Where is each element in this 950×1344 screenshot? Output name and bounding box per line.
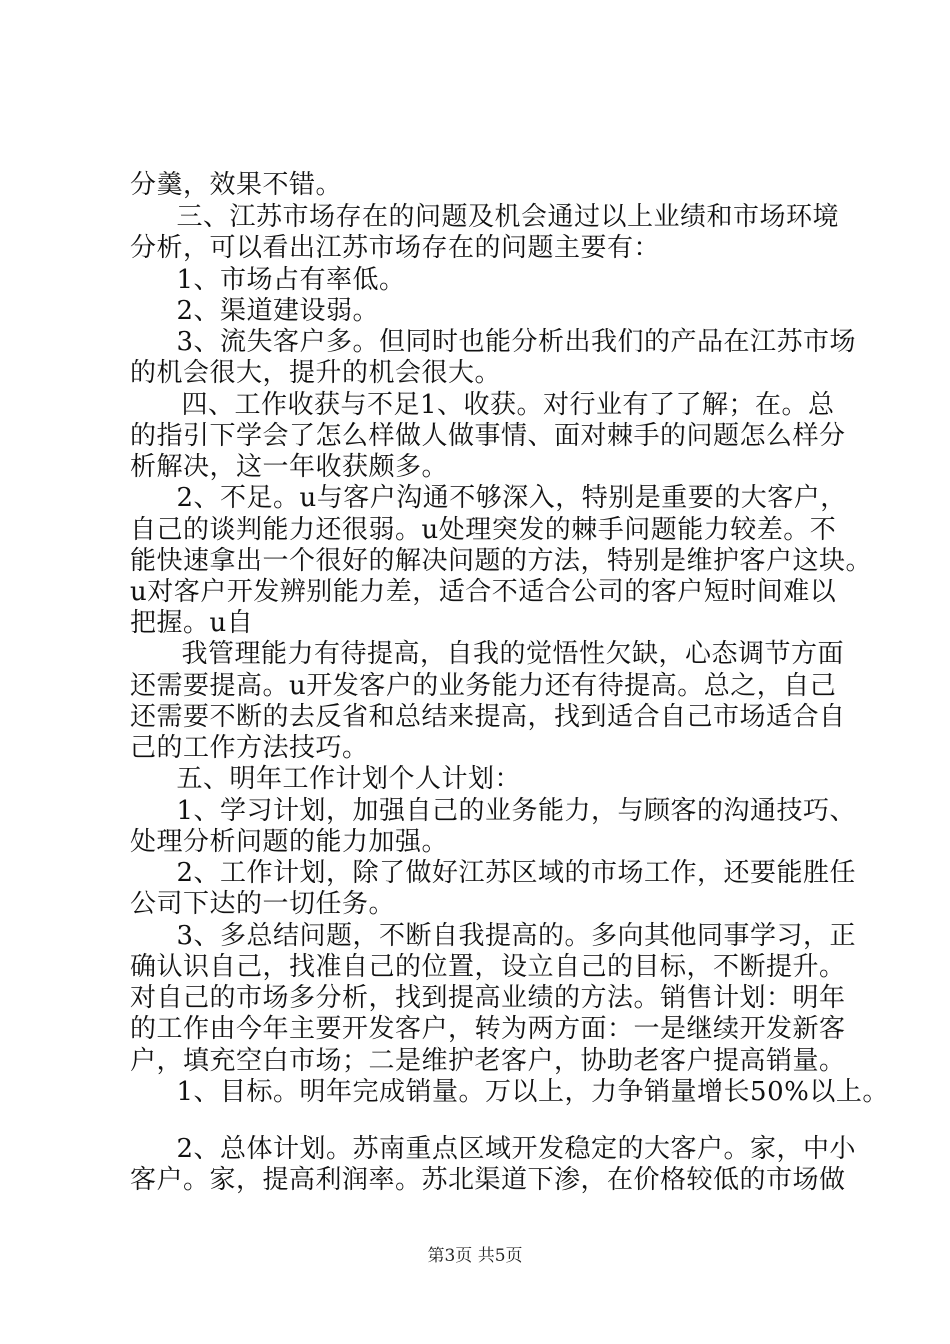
body-text-line: 处理分析问题的能力加强。 — [130, 827, 449, 857]
page-number-footer: 第3页 共5页 — [427, 1246, 523, 1266]
body-text-line: 2、不足。u与客户沟通不够深入，特别是重要的大客户， — [150, 483, 847, 513]
body-text-line: 客户。家，提高利润率。苏北渠道下渗，在价格较低的市场做 — [130, 1165, 846, 1195]
body-text-line: 2、渠道建设弱。 — [150, 296, 380, 326]
body-text-line: 1、市场占有率低。 — [150, 265, 406, 295]
body-text-line: 2、工作计划，除了做好江苏区域的市场工作，还要能胜任 — [150, 858, 857, 888]
body-text-line: 还需要不断的去反省和总结来提高，找到适合自己市场适合自 — [130, 702, 846, 732]
body-text-line: 对自己的市场多分析，找到提高业绩的方法。销售计划：明年 — [130, 983, 846, 1013]
body-text-line: 2、总体计划。苏南重点区域开发稳定的大客户。家，中小 — [150, 1134, 857, 1164]
body-text-line: 户，填充空白市场；二是维护老客户，协助老客户提高销量。 — [130, 1046, 846, 1076]
body-text-line: 我管理能力有待提高，自我的觉悟性欠缺，心态调节方面 — [155, 639, 845, 669]
body-text-line: 3、流失客户多。但同时也能分析出我们的产品在江苏市场 — [150, 327, 857, 357]
body-text-line: 能快速拿出一个很好的解决问题的方法，特别是维护客户这块。 — [130, 546, 873, 576]
body-text-line: 1、目标。明年完成销量。万以上，力争销量增长50%以上。 — [150, 1077, 889, 1107]
body-text-line: 的工作由今年主要开发客户，转为两方面：一是继续开发新客 — [130, 1014, 846, 1044]
body-text-line: 己的工作方法技巧。 — [130, 733, 369, 763]
body-text-line: 3、多总结问题，不断自我提高的。多向其他同事学习，正 — [150, 921, 857, 951]
body-text-line: 析解决，这一年收获颇多。 — [130, 452, 449, 482]
body-text-line: 还需要提高。u开发客户的业务能力还有待提高。总之，自己 — [130, 671, 837, 701]
body-text-line: 五、明年工作计划个人计划： — [150, 764, 522, 794]
body-text-line: 公司下达的一切任务。 — [130, 889, 396, 919]
body-text-line: 的机会很大，提升的机会很大。 — [130, 358, 502, 388]
body-text-line: 的指引下学会了怎么样做人做事情、面对棘手的问题怎么样分 — [130, 421, 846, 451]
body-text-line: 确认识自己，找准自己的位置，设立自己的目标，不断提升。 — [130, 952, 846, 982]
body-text-line: 三、江苏市场存在的问题及机会通过以上业绩和市场环境 — [150, 202, 840, 232]
body-text-line: 分析，可以看出江苏市场存在的问题主要有： — [130, 233, 661, 263]
body-text-line: 分羹，效果不错。 — [130, 170, 343, 200]
body-text-line: 把握。u自 — [130, 608, 254, 638]
body-text-line: 1、学习计划，加强自己的业务能力，与顾客的沟通技巧、 — [150, 796, 857, 826]
body-text-line: 四、工作收获与不足1、收获。对行业有了了解；在。总 — [155, 390, 835, 420]
body-text-line: 自己的谈判能力还很弱。u处理突发的棘手问题能力较差。不 — [130, 515, 837, 545]
body-text-line: u对客户开发辨别能力差，适合不适合公司的客户短时间难以 — [130, 577, 837, 607]
